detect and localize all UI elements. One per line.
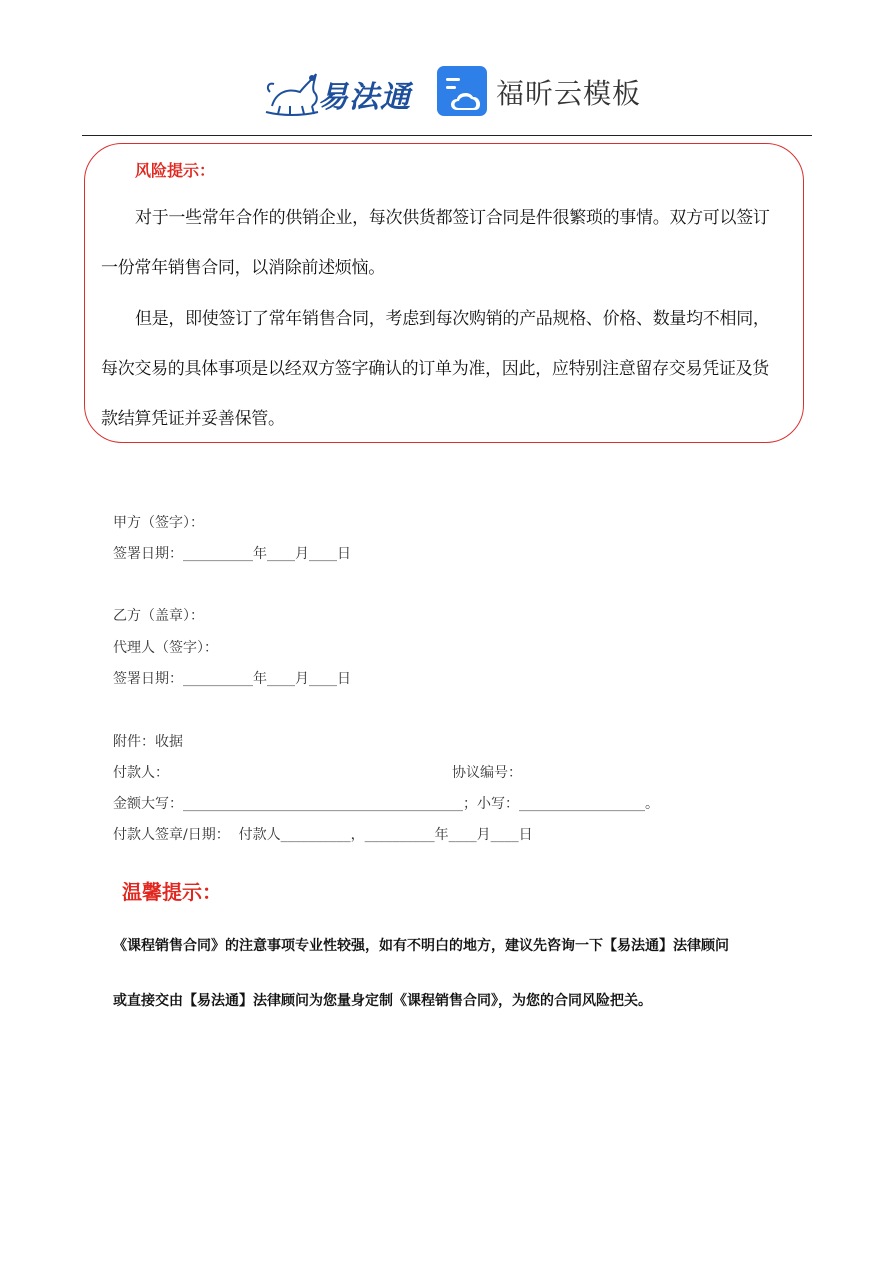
agreement-number-field: 协议编号： [452, 765, 522, 781]
agent-signature: 代理人（签字）： [113, 640, 218, 656]
header-divider [82, 135, 812, 136]
fuxin-template-logo-text: 福昕云模板 [496, 77, 642, 110]
risk-notice-title: 风险提示： [135, 161, 216, 180]
warm-tip-line-1: 《课程销售合同》的注意事项专业性较强，如有不明白的地方，建议先咨询一下【易法通】法律顾问 [113, 938, 729, 954]
yifatong-logo-text: 易法通 [318, 80, 411, 115]
risk-paragraph-2: 但是，即使签订了常年销售合同，考虑到每次购销的产品规格、价格、数量均不相同，每次交易的具体事项是以经双方签字确认的订单为准，因此，应特别注意留存交易凭证及货款结算凭证并妥善保管。 [101, 309, 770, 429]
risk-paragraph-1: 对于一些常年合作的供销企业，每次供货都签订合同是件很繁琐的事情。双方可以签订一份常年销售合同，以消除前述烦恼。 [101, 208, 770, 278]
amount-field: 金额大写：________________________________________；小写：__________________。 [113, 796, 659, 812]
page-header [0, 0, 893, 136]
party-b-sign-date: 签署日期：__________年____月____日 [113, 671, 351, 687]
warm-tip-line-2: 或直接交由【易法通】法律顾问为您量身定制《课程销售合同》，为您的合同风险把关。 [113, 993, 652, 1009]
party-b-seal: 乙方（盖章）： [113, 608, 204, 624]
attachment-title: 附件：收据 [113, 734, 183, 750]
payer-field: 付款人： [113, 765, 169, 781]
party-a-sign-date: 签署日期：__________年____月____日 [113, 546, 351, 562]
warm-tip-title: 温馨提示： [122, 880, 222, 904]
cloud-document-icon [437, 66, 487, 116]
payer-sign-date: 付款人签章/日期： 付款人__________，__________年____月____日 [113, 827, 533, 843]
party-a-signature: 甲方（签字）： [113, 515, 204, 531]
